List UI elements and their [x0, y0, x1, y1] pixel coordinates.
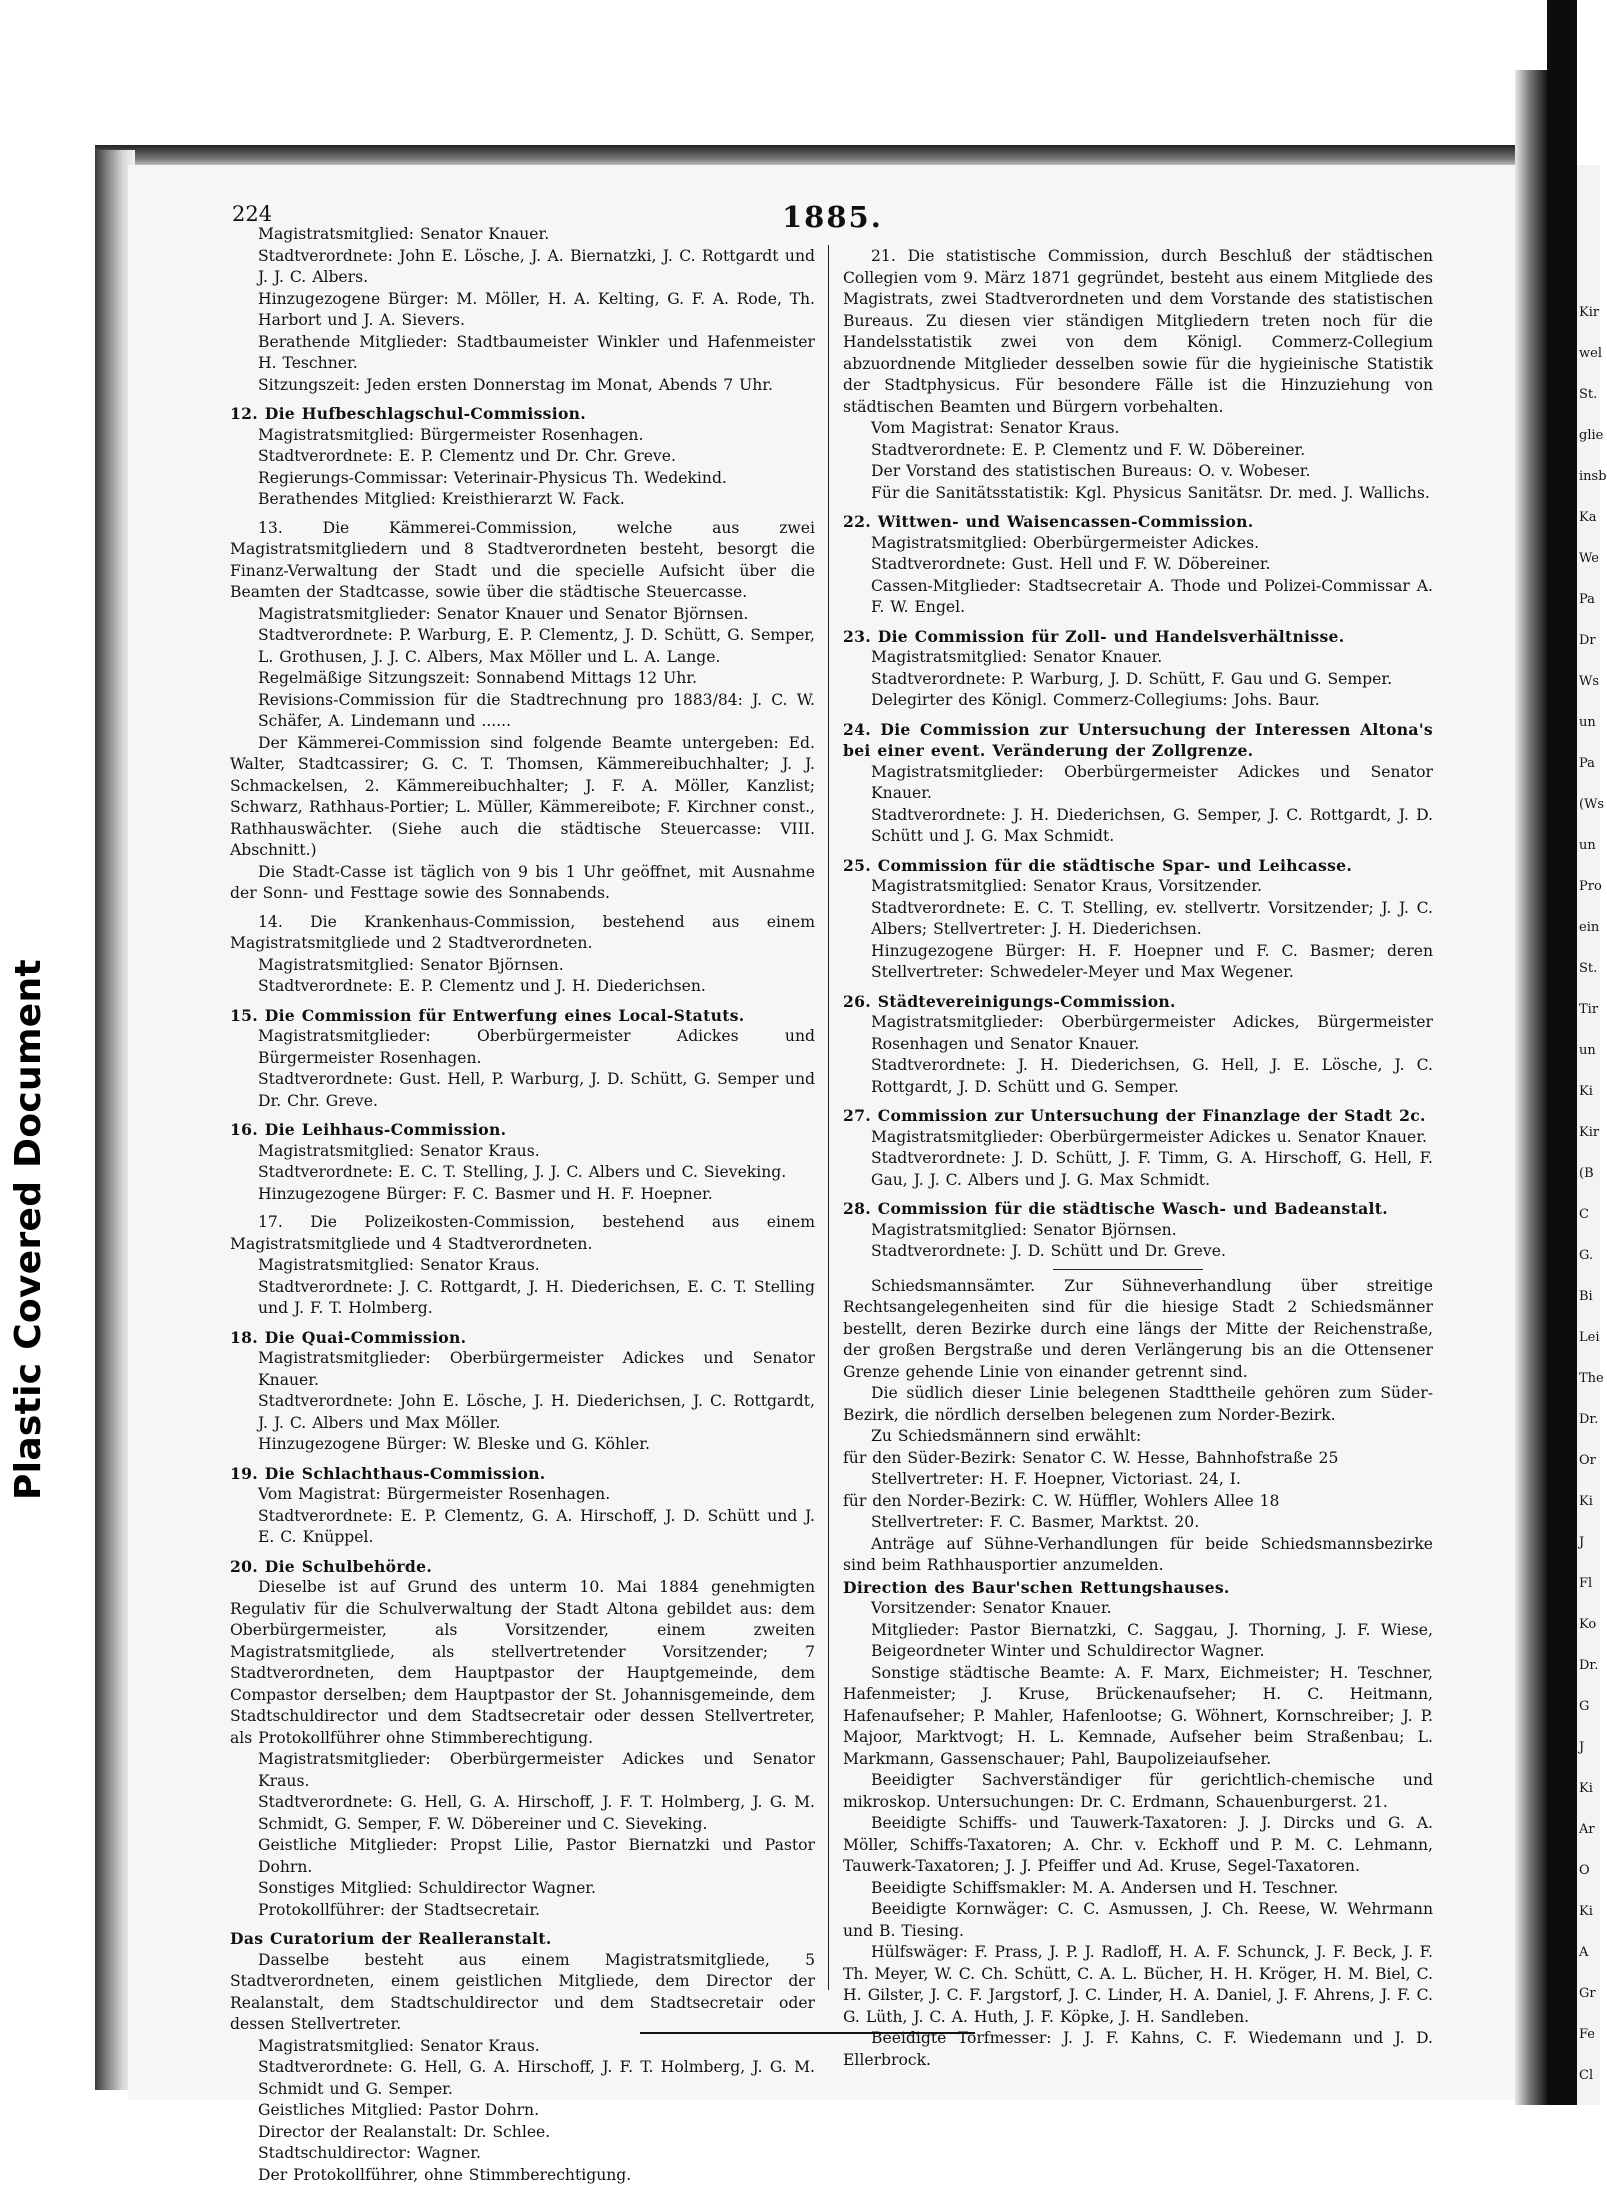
text-paragraph: Magistratsmitglieder: Oberbürgermeister Adickes u. Senator Knauer. [843, 1127, 1433, 1149]
text-paragraph: Stadtverordnete: E. C. T. Stelling, J. J. C. Albers und C. Sieveking. [230, 1162, 815, 1184]
text-paragraph: Magistratsmitglieder: Oberbürgermeister Adickes und Senator Knauer. [843, 762, 1433, 805]
next-page-text-fragment: un [1579, 715, 1596, 730]
section-heading: 25. Commission für die städtische Spar- und Leihcasse. [843, 855, 1433, 877]
text-paragraph: Magistratsmitglied: Senator Kraus. [230, 1141, 815, 1163]
text-paragraph: Der Kämmerei-Commission sind folgende Beamte untergeben: Ed. Walter, Stadtcassirer; G. C. T. Thomsen, Kämmereibuchhalter; J. J. Schmackelsen, 2. Kämmereibuchhalter; J. F. A. Möller, Kanzlist; Schwarz, Rathhaus-Portier; L. Müller, Kämmereibote; F. Kirchner const., Rathhauswächter. (Siehe auch die städtische Steuercasse: VIII. Abschnitt.) [230, 733, 815, 862]
section-heading: 22. Wittwen- und Waisencassen-Commission. [843, 511, 1433, 533]
next-page-text-fragment: Cl [1579, 2068, 1593, 2083]
text-paragraph: Anträge auf Sühne-Verhandlungen für beide Schiedsmannsbezirke sind beim Rathhausportier anzumelden. [843, 1534, 1433, 1577]
text-paragraph: Vorsitzender: Senator Knauer. [843, 1598, 1433, 1620]
text-paragraph: Hinzugezogene Bürger: M. Möller, H. A. Kelting, G. F. A. Rode, Th. Harbort und J. A. Sievers. [230, 289, 815, 332]
section-heading: Direction des Baur'schen Rettungshauses. [843, 1577, 1433, 1599]
next-page-text-fragment: Dr. [1579, 1658, 1598, 1673]
text-paragraph: Stadtverordnete: J. H. Diederichsen, G. Semper, J. C. Rottgardt, J. D. Schütt und J. G. Max Schmidt. [843, 805, 1433, 848]
text-paragraph: 21. Die statistische Commission, durch Beschluß der städtischen Collegien vom 9. März 1871 gegründet, besteht aus einem Mitgliede des Magistrats, zwei Stadtverordneten und dem Vorstande des statistischen Bureaus. Zu diesen vier ständigen Mitgliedern treten noch für die Handelsstatistik zwei von dem Königl. Commerz-Collegium abzuordnende Mitglieder desselben sowie für die hygieinische Statistik der Stadtphysicus. Für besondere Fälle ist die Hinzuziehung von städtischen Beamten und Bürgern vorbehalten. [843, 246, 1433, 418]
text-paragraph: Zu Schiedsmännern sind erwählt: [843, 1426, 1433, 1448]
next-page-text-fragment: St. [1579, 961, 1597, 976]
next-page-text-fragment: Kir [1579, 1125, 1599, 1140]
next-page-text-fragment: Ki [1579, 1904, 1593, 1919]
text-paragraph: Hinzugezogene Bürger: W. Bleske und G. Köhler. [230, 1434, 815, 1456]
next-page-text-fragment: We [1579, 551, 1599, 566]
text-paragraph: Regierungs-Commissar: Veterinair-Physicus Th. Wedekind. [230, 468, 815, 490]
next-page-text-fragment: un [1579, 1043, 1596, 1058]
next-page-text-fragment: Ar [1579, 1822, 1595, 1837]
text-paragraph: 13. Die Kämmerei-Commission, welche aus zwei Magistratsmitgliedern und 8 Stadtverordneten besteht, besorgt die Finanz-Verwaltung der Stadt und die specielle Aufsicht über die Beamten der Stadtcasse, sowie über die städtische Steuercasse. [230, 518, 815, 604]
text-paragraph: Stadtverordnete: E. P. Clementz und Dr. Chr. Greve. [230, 446, 815, 468]
text-paragraph: Stadtverordnete: John E. Lösche, J. A. Biernatzki, J. C. Rottgardt und J. J. C. Albers. [230, 246, 815, 289]
next-page-text-fragment: C [1579, 1207, 1589, 1222]
text-paragraph: Die Stadt-Casse ist täglich von 9 bis 1 Uhr geöffnet, mit Ausnahme der Sonn- und Festtage sowie des Sonnabends. [230, 862, 815, 905]
text-paragraph: Magistratsmitglieder: Senator Knauer und Senator Björnsen. [230, 604, 815, 626]
next-page-text-fragment: wel [1579, 346, 1602, 361]
next-page-text-fragment: un [1579, 838, 1596, 853]
next-page-text-fragment: Bi [1579, 1289, 1593, 1304]
text-paragraph: Stadtverordnete: Gust. Hell, P. Warburg, J. D. Schütt, G. Semper und Dr. Chr. Greve. [230, 1069, 815, 1112]
next-page-text-fragment: J [1579, 1535, 1584, 1550]
text-paragraph: Sonstiges Mitglied: Schuldirector Wagner. [230, 1878, 815, 1900]
text-paragraph: Der Protokollführer, ohne Stimmberechtigung. [230, 2165, 815, 2186]
next-page-text-fragment: Ws [1579, 674, 1599, 689]
section-heading: 15. Die Commission für Entwerfung eines Local-Statuts. [230, 1005, 815, 1027]
next-page-text-fragment: Ki [1579, 1781, 1593, 1796]
text-paragraph: Magistratsmitglied: Senator Kraus. [230, 2036, 815, 2058]
text-paragraph: Mitglieder: Pastor Biernatzki, C. Saggau, J. Thorning, J. F. Wiese, Beigeordneter Winter und Schuldirector Wagner. [843, 1620, 1433, 1663]
text-paragraph: Cassen-Mitglieder: Stadtsecretair A. Thode und Polizei-Commissar A. F. W. Engel. [843, 576, 1433, 619]
next-page-text-fragment: Pa [1579, 592, 1595, 607]
text-paragraph: Stadtverordnete: G. Hell, G. A. Hirschoff, J. F. T. Holmberg, J. G. M. Schmidt und G. Semper. [230, 2057, 815, 2100]
text-paragraph: Magistratsmitglied: Senator Björnsen. [230, 955, 815, 977]
next-page-text-fragment: (B [1579, 1166, 1594, 1181]
section-heading: 23. Die Commission für Zoll- und Handelsverhältnisse. [843, 626, 1433, 648]
text-paragraph: Magistratsmitglied: Oberbürgermeister Adickes. [843, 533, 1433, 555]
next-page-text-fragment: Kir [1579, 305, 1599, 320]
text-paragraph: Delegirter des Königl. Commerz-Collegiums: Johs. Baur. [843, 690, 1433, 712]
next-page-text-fragment: Fe [1579, 2027, 1595, 2042]
text-paragraph: Stadtverordnete: J. D. Schütt und Dr. Greve. [843, 1241, 1433, 1263]
next-page-text-fragment: Dr. [1579, 1412, 1598, 1427]
next-page-text-fragment: O [1579, 1863, 1590, 1878]
text-paragraph: Regelmäßige Sitzungszeit: Sonnabend Mittags 12 Uhr. [230, 668, 815, 690]
text-paragraph: Stadtverordnete: J. C. Rottgardt, J. H. Diederichsen, E. C. T. Stelling und J. F. T. Holmberg. [230, 1277, 815, 1320]
text-paragraph: Vom Magistrat: Bürgermeister Rosenhagen. [230, 1484, 815, 1506]
text-paragraph: Beeidigter Sachverständiger für gerichtlich-chemische und mikroskop. Untersuchungen: Dr. C. Erdmann, Schauenburgerst. 21. [843, 1770, 1433, 1813]
text-paragraph: Magistratsmitglied: Senator Knauer. [843, 647, 1433, 669]
text-paragraph: Stadtverordnete: J. D. Schütt, J. F. Timm, G. A. Hirschoff, G. Hell, F. Gau, J. J. C. Albers und J. G. Max Schmidt. [843, 1148, 1433, 1191]
next-page-text-fragment: A [1579, 1945, 1588, 1960]
text-paragraph: Beeidigte Schiffs- und Tauwerk-Taxatoren: J. J. Dircks und G. A. Möller, Schiffs-Taxatoren; A. Chr. v. Eckhoff und P. M. C. Lehmann, Tauwerk-Taxatoren; J. J. Pfeiffer und Ad. Kruse, Segel-Taxatoren. [843, 1813, 1433, 1878]
text-paragraph: Revisions-Commission für die Stadtrechnung pro 1883/84: J. C. W. Schäfer, A. Lindemann und ...... [230, 690, 815, 733]
text-paragraph: Stadtverordnete: Gust. Hell und F. W. Döbereiner. [843, 554, 1433, 576]
side-label: Plastic Covered Document [8, 959, 49, 1500]
text-paragraph: Berathendes Mitglied: Kreisthierarzt W. Fack. [230, 489, 815, 511]
next-page-text-fragment: Pro [1579, 879, 1602, 894]
text-paragraph: Stadtverordnete: E. P. Clementz und J. H. Diederichsen. [230, 976, 815, 998]
next-page-text-fragment: Fl [1579, 1576, 1592, 1591]
next-page-text-fragment: Tir [1579, 1002, 1598, 1017]
text-paragraph: Beeidigte Torfmesser: J. J. F. Kahns, C. F. Wiedemann und J. D. Ellerbrock. [843, 2028, 1433, 2071]
text-paragraph: Hinzugezogene Bürger: F. C. Basmer und H. F. Hoepner. [230, 1184, 815, 1206]
section-divider [1053, 1269, 1203, 1270]
text-paragraph: Stadtverordnete: E. P. Clementz, G. A. Hirschoff, J. D. Schütt und J. E. C. Knüppel. [230, 1506, 815, 1549]
text-paragraph: Berathende Mitglieder: Stadtbaumeister Winkler und Hafenmeister H. Teschner. [230, 332, 815, 375]
text-paragraph: Dasselbe besteht aus einem Magistratsmitgliede, 5 Stadtverordneten, einem geistlichen Mitgliede, dem Director der Realanstalt, dem Stadtschuldirector und dem Stadtsecretair oder dessen Stellvertreter. [230, 1950, 815, 2036]
text-paragraph: Geistliche Mitglieder: Propst Lilie, Pastor Biernatzki und Pastor Dohrn. [230, 1835, 815, 1878]
binding-dark-edge [1547, 0, 1577, 2177]
section-heading: 19. Die Schlachthaus-Commission. [230, 1463, 815, 1485]
next-page-text-fragment: Or [1579, 1453, 1596, 1468]
book-gutter [1515, 70, 1547, 2110]
text-paragraph: Magistratsmitglieder: Oberbürgermeister Adickes, Bürgermeister Rosenhagen und Senator Knauer. [843, 1012, 1433, 1055]
text-paragraph: Magistratsmitglieder: Oberbürgermeister Adickes und Bürgermeister Rosenhagen. [230, 1026, 815, 1069]
text-paragraph: Magistratsmitglied: Senator Kraus. [230, 1255, 815, 1277]
text-paragraph: 17. Die Polizeikosten-Commission, bestehend aus einem Magistratsmitgliede und 4 Stadtverordneten. [230, 1212, 815, 1255]
next-page-text-fragment: Gr [1579, 1986, 1596, 2001]
next-page-text-fragment: Ki [1579, 1494, 1593, 1509]
section-heading: 12. Die Hufbeschlagschul-Commission. [230, 403, 815, 425]
section-heading: 18. Die Quai-Commission. [230, 1327, 815, 1349]
next-page-text-fragment: glie [1579, 428, 1603, 443]
text-paragraph: Magistratsmitglied: Senator Björnsen. [843, 1220, 1433, 1242]
text-paragraph: Director der Realanstalt: Dr. Schlee. [230, 2122, 815, 2144]
next-page-text-fragment: J [1579, 1740, 1584, 1755]
text-paragraph: für den Norder-Bezirk: C. W. Hüffler, Wohlers Allee 18 [843, 1491, 1433, 1513]
text-paragraph: Stadtverordnete: E. C. T. Stelling, ev. stellvertr. Vorsitzender; J. J. C. Albers; Stellvertreter: J. H. Diederichsen. [843, 898, 1433, 941]
text-paragraph: Magistratsmitglieder: Oberbürgermeister Adickes und Senator Kraus. [230, 1749, 815, 1792]
next-page-text-fragment: The [1579, 1371, 1604, 1386]
text-paragraph: Magistratsmitglieder: Oberbürgermeister Adickes und Senator Knauer. [230, 1348, 815, 1391]
page-number: 224 [232, 202, 272, 226]
next-page-edge [1577, 165, 1600, 2105]
text-paragraph: Für die Sanitätsstatistik: Kgl. Physicus Sanitätsr. Dr. med. J. Wallichs. [843, 483, 1433, 505]
text-paragraph: Stadtverordnete: John E. Lösche, J. H. Diederichsen, J. C. Rottgardt, J. J. C. Albers und Max Möller. [230, 1391, 815, 1434]
right-text-column [843, 246, 1433, 2071]
section-heading: 26. Städtevereinigungs-Commission. [843, 991, 1433, 1013]
next-page-text-fragment: ein [1579, 920, 1599, 935]
section-heading: 16. Die Leihhaus-Commission. [230, 1119, 815, 1141]
next-page-text-fragment: Ki [1579, 1084, 1593, 1099]
text-paragraph: Stadtschuldirector: Wagner. [230, 2143, 815, 2165]
text-paragraph: Hülfswäger: F. Prass, J. P. J. Radloff, H. A. F. Schunck, J. F. Beck, J. F. Th. Meyer, W. C. Ch. Schütt, C. A. L. Bücher, H. H. Kröger, H. M. Biel, C. H. Gilster, J. C. F. Jargstorf, J. C. Linder, H. A. Daniel, J. F. Ahrens, J. F. C. G. Lüth, J. C. A. Huth, J. F. Köpke, J. H. Sandleben. [843, 1942, 1433, 2028]
next-page-text-fragment: Ka [1579, 510, 1596, 525]
text-paragraph: Magistratsmitglied: Senator Knauer. [230, 224, 815, 246]
section-heading: 20. Die Schulbehörde. [230, 1556, 815, 1578]
next-page-text-fragment: (Ws [1579, 797, 1604, 812]
section-heading: 27. Commission zur Untersuchung der Finanzlage der Stadt 2c. [843, 1105, 1433, 1127]
text-paragraph: Der Vorstand des statistischen Bureaus: O. v. Wobeser. [843, 461, 1433, 483]
text-paragraph: Geistliches Mitglied: Pastor Dohrn. [230, 2100, 815, 2122]
section-heading: 28. Commission für die städtische Wasch- und Badeanstalt. [843, 1198, 1433, 1220]
next-page-text-fragment: St. [1579, 387, 1597, 402]
text-paragraph: Stellvertreter: H. F. Hoepner, Victoriast. 24, I. [843, 1469, 1433, 1491]
next-page-text-fragment: insb [1579, 469, 1607, 484]
text-paragraph: für den Süder-Bezirk: Senator C. W. Hesse, Bahnhofstraße 25 [843, 1448, 1433, 1470]
section-heading: 24. Die Commission zur Untersuchung der Interessen Altona's bei einer event. Veränderung der Zollgrenze. [843, 719, 1433, 762]
next-page-text-fragment: Dr [1579, 633, 1596, 648]
text-paragraph: Schiedsmannsämter. Zur Sühneverhandlung über streitige Rechtsangelegenheiten sind für die hiesige Stadt 2 Schiedsmänner bestellt, deren Bezirke durch eine längs der Mitte der Reichenstraße, der großen Bergstraße und deren Verlängerung bis an die Ottensener Grenze gehende Linie von einander getrennt sind. [843, 1276, 1433, 1384]
text-paragraph: Die südlich dieser Linie belegenen Stadttheile gehören zum Süder-Bezirk, die nördlich derselben belegenen zum Norder-Bezirk. [843, 1383, 1433, 1426]
text-paragraph: Stadtverordnete: G. Hell, G. A. Hirschoff, J. F. T. Holmberg, J. G. M. Schmidt, G. Semper, F. W. Döbereiner und C. Sieveking. [230, 1792, 815, 1835]
text-paragraph: Protokollführer: der Stadtsecretair. [230, 1900, 815, 1922]
next-page-text-fragment: Pa [1579, 756, 1595, 771]
next-page-text-fragment: G. [1579, 1248, 1593, 1263]
text-paragraph: Stadtverordnete: J. H. Diederichsen, G. Hell, J. E. Lösche, J. C. Rottgardt, J. D. Schütt und G. Semper. [843, 1055, 1433, 1098]
text-paragraph: Sonstige städtische Beamte: A. F. Marx, Eichmeister; H. Teschner, Hafenmeister; J. Kruse, Brückenaufseher; H. C. Heitmann, Hafenaufseher; P. Mahler, Hafenlootse; G. Wöhnert, Kornschreiber; J. P. Majoor, Marktvogt; H. L. Kemnade, Aufseher beim Straßenbau; L. Markmann, Gassenschauer; Pahl, Baupolizeiaufseher. [843, 1663, 1433, 1771]
text-paragraph: Hinzugezogene Bürger: H. F. Hoepner und F. C. Basmer; deren Stellvertreter: Schwedeler-Meyer und Max Wegener. [843, 941, 1433, 984]
text-paragraph: Stadtverordnete: P. Warburg, E. P. Clementz, J. D. Schütt, G. Semper, L. Grothusen, J. J. C. Albers, Max Möller und L. A. Lange. [230, 625, 815, 668]
next-page-text-fragment: Ko [1579, 1617, 1596, 1632]
next-page-text-fragment: G [1579, 1699, 1589, 1714]
text-paragraph: 14. Die Krankenhaus-Commission, bestehend aus einem Magistratsmitgliede und 2 Stadtverordneten. [230, 912, 815, 955]
section-heading: Das Curatorium der Realleranstalt. [230, 1928, 815, 1950]
text-paragraph: Stadtverordnete: E. P. Clementz und F. W. Döbereiner. [843, 440, 1433, 462]
text-paragraph: Dieselbe ist auf Grund des unterm 10. Mai 1884 genehmigten Regulativ für die Schulverwaltung der Stadt Altona gebildet aus: dem Oberbürgermeister, als Vorsitzender, einem zweiten Magistratsmitgliede, als stellvertretender Vorsitzender; 7 Stadtverordneten, dem Hauptpastor der Hauptgemeinde, dem Compastor derselben; dem Hauptpastor der St. Johannisgemeinde, dem Stadtschuldirector und dem Stadtsecretair oder dessen Stellvertreter, als Protokollführer ohne Stimmberechtigung. [230, 1577, 815, 1749]
next-page-text-fragment: Lei [1579, 1330, 1599, 1345]
text-paragraph: Magistratsmitglied: Bürgermeister Rosenhagen. [230, 425, 815, 447]
left-text-column [230, 224, 815, 2186]
text-paragraph: Beeidigte Schiffsmakler: M. A. Andersen und H. Teschner. [843, 1878, 1433, 1900]
text-paragraph: Vom Magistrat: Senator Kraus. [843, 418, 1433, 440]
text-paragraph: Stellvertreter: F. C. Basmer, Marktst. 20. [843, 1512, 1433, 1534]
text-paragraph: Sitzungszeit: Jeden ersten Donnerstag im Monat, Abends 7 Uhr. [230, 375, 815, 397]
text-paragraph: Stadtverordnete: P. Warburg, J. D. Schütt, F. Gau und G. Semper. [843, 669, 1433, 691]
text-paragraph: Beeidigte Kornwäger: C. C. Asmussen, J. Ch. Reese, W. Wehrmann und B. Tiesing. [843, 1899, 1433, 1942]
column-divider [828, 245, 829, 1990]
text-paragraph: Magistratsmitglied: Senator Kraus, Vorsitzender. [843, 876, 1433, 898]
page-year-header: 1885. [782, 200, 883, 234]
